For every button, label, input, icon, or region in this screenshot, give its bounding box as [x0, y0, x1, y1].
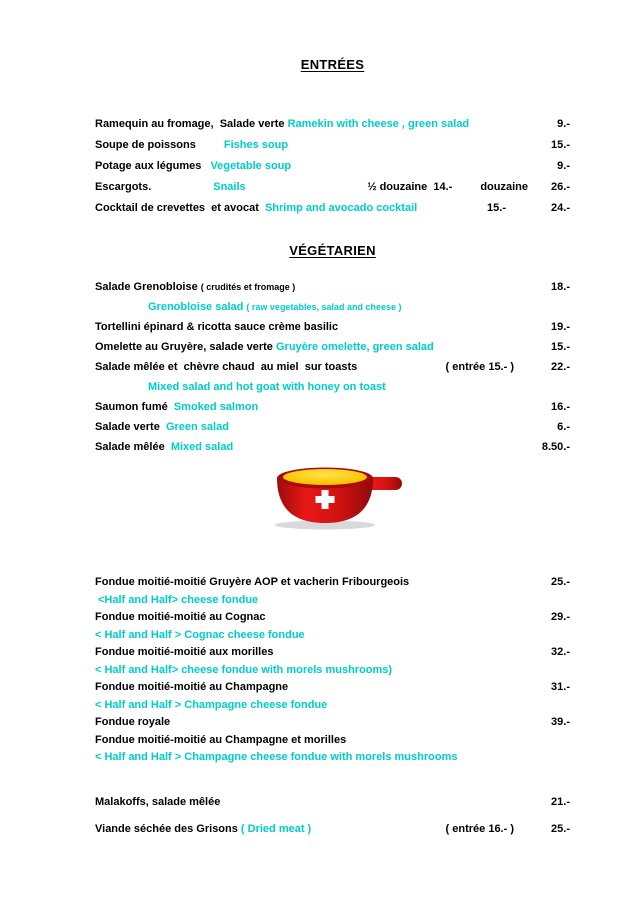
price: 24.- [551, 202, 570, 214]
menu-text-english: < Half and Half > Champagne cheese fondue with morels mushrooms [95, 751, 458, 763]
menu-text-english: Snails [213, 181, 246, 193]
menu-row [95, 300, 570, 314]
menu-text-french: Potage aux légumes [95, 160, 205, 172]
row-text [95, 440, 528, 454]
price: 9.- [557, 118, 570, 130]
menu-text-french: Fondue moitié-moitié au Cognac [95, 611, 266, 623]
menu-row [95, 734, 570, 748]
menu-text-french: Salade mêlée [95, 441, 171, 453]
menu-text-english: Grenobloise salad [148, 301, 247, 313]
menu-row [95, 117, 570, 131]
section-vegetarien [95, 243, 570, 454]
price: 32.- [551, 646, 570, 658]
row-text [95, 629, 528, 643]
menu-row [95, 320, 570, 334]
menu-row [95, 380, 570, 394]
section-title-vegetarien: VÉGÉTARIEN [289, 243, 376, 258]
menu-row [95, 822, 570, 836]
menu-text-english: Mixed salad and hot goat with honey on toast [148, 381, 386, 393]
menu-text-french: Fondue royale [95, 716, 171, 728]
price: 19.- [551, 321, 570, 333]
row-text [95, 400, 528, 414]
price: 21.- [551, 795, 570, 808]
menu-text-english: Green salad [165, 421, 229, 433]
row-text [95, 664, 528, 678]
section-title-entrees: ENTRÉES [300, 57, 365, 72]
price: 9.- [557, 160, 570, 172]
menu-text-french: Fondue moitié-moitié Gruyère AOP et vacherin Fribourgeois [95, 576, 410, 588]
menu-text-english: < Half and Half > Cognac cheese fondue [95, 628, 305, 641]
menu-text-french: Viande séchée des Grisons [95, 822, 241, 835]
menu-text-french: Salade Grenobloise [95, 281, 201, 293]
menu-text-english: Vegetable soup [210, 160, 292, 172]
section-specialites [95, 795, 570, 836]
row-text [95, 180, 528, 194]
menu-row [95, 360, 570, 374]
menu-text-english: Fishes soup [223, 139, 289, 151]
row-text [95, 420, 528, 434]
menu-text-french: douzaine [480, 181, 528, 193]
row-text [95, 751, 528, 765]
price: 22.- [551, 361, 570, 373]
row-text [95, 716, 528, 730]
menu-text-french: Fondue moitié-moitié aux morilles [95, 646, 274, 658]
menu-row [95, 138, 570, 152]
menu-text-english: Ramekin with cheese , green salad [287, 118, 470, 130]
price: 15.- [551, 341, 570, 353]
menu-row [95, 751, 570, 765]
row-text [148, 300, 528, 314]
row-text [95, 280, 528, 294]
row-text [95, 360, 528, 374]
menu-text-french: ( entrée 15.- ) [445, 361, 514, 373]
menu-text-french: ( entrée 16.- ) [445, 822, 514, 835]
menu-row [95, 594, 570, 608]
menu-row [95, 400, 570, 414]
price: 25.- [551, 822, 570, 835]
menu-row [95, 611, 570, 625]
menu-row [95, 795, 570, 809]
menu-text-french: Omelette au Gruyère, salade verte [95, 341, 276, 353]
menu-text-french: Cocktail de crevettes et avocat [95, 202, 265, 214]
menu-text-french: Escargots. [95, 181, 152, 193]
price: 16.- [551, 401, 570, 413]
section-fondues [95, 576, 570, 765]
fondue-pot-icon [263, 460, 403, 530]
menu-row [95, 280, 570, 294]
row-text [95, 201, 528, 215]
fondues-rows [95, 576, 570, 765]
menu-text-french: Salade verte [95, 421, 166, 433]
menu-row [95, 681, 570, 695]
price: 31.- [551, 681, 570, 693]
price: 6.- [557, 421, 570, 433]
menu-text-french: Fondue moitié-moitié au Champagne [95, 681, 289, 693]
entrees-rows [95, 117, 570, 215]
row-text [148, 380, 528, 394]
price: 29.- [551, 611, 570, 623]
menu-text-french: Malakoffs, salade mêlée [95, 795, 221, 808]
menu-row [95, 646, 570, 660]
row-text [98, 594, 528, 608]
menu-row [95, 340, 570, 354]
menu-row [95, 716, 570, 730]
specialites-rows [95, 795, 570, 836]
menu-text-french: Tortellini épinard & ricotta sauce crème basilic [95, 321, 339, 333]
menu-text-french: Salade mêlée et chèvre chaud au miel sur toasts [95, 361, 358, 373]
menu-text-english: < Half and Half > Champagne cheese fondue [95, 698, 328, 711]
row-text [95, 159, 528, 173]
row-text [95, 117, 528, 131]
menu-row [95, 180, 570, 194]
row-text [95, 795, 528, 809]
row-text [95, 822, 528, 836]
price: 26.- [551, 181, 570, 193]
price: 15.- [551, 139, 570, 151]
row-text [95, 734, 528, 748]
menu-row [95, 440, 570, 454]
menu-text-english: ( raw vegetables, salad and cheese ) [246, 302, 402, 312]
price: 8.50.- [541, 441, 570, 453]
menu-text-french: 15.- [487, 202, 506, 214]
menu-text-french: Saumon fumé [95, 401, 174, 413]
menu-row [95, 629, 570, 643]
menu-text-french: Soupe de poissons [95, 139, 196, 151]
row-text [95, 699, 528, 713]
menu-text-english: Smoked salmon [173, 401, 259, 413]
menu-text-french: ½ douzaine 14.- [367, 181, 453, 193]
menu-text-english: <Half and Half> cheese fondue [98, 593, 259, 606]
row-text [95, 320, 528, 334]
row-text [95, 576, 528, 590]
menu-text-french: Fondue moitié-moitié au Champagne et morilles [95, 733, 347, 746]
menu-row [95, 420, 570, 434]
menu-row [95, 159, 570, 173]
row-text [95, 138, 528, 152]
menu-text-english: Gruyère omelette, green salad [275, 341, 434, 353]
price: 39.- [551, 716, 570, 728]
row-text [95, 340, 528, 354]
price: 18.- [551, 281, 570, 293]
menu-row [95, 576, 570, 590]
menu-text-french: ( crudités et fromage ) [200, 282, 296, 292]
vegetarien-rows [95, 280, 570, 454]
menu-row [95, 664, 570, 678]
menu-text-english: Mixed salad [170, 441, 234, 453]
menu-row [95, 201, 570, 215]
section-entrees [95, 57, 570, 215]
row-text [95, 646, 528, 660]
price: 25.- [551, 576, 570, 588]
menu-text-french: Ramequin au fromage, Salade verte [95, 118, 288, 130]
row-text [95, 681, 528, 695]
menu-row [95, 699, 570, 713]
row-text [95, 611, 528, 625]
menu-text-english: ( Dried meat ) [240, 822, 312, 835]
menu-text-english: Shrimp and avocado cocktail [264, 202, 418, 214]
menu-text-english: < Half and Half> cheese fondue with morels mushrooms) [95, 663, 393, 676]
fondue-pot-illustration [95, 460, 570, 530]
